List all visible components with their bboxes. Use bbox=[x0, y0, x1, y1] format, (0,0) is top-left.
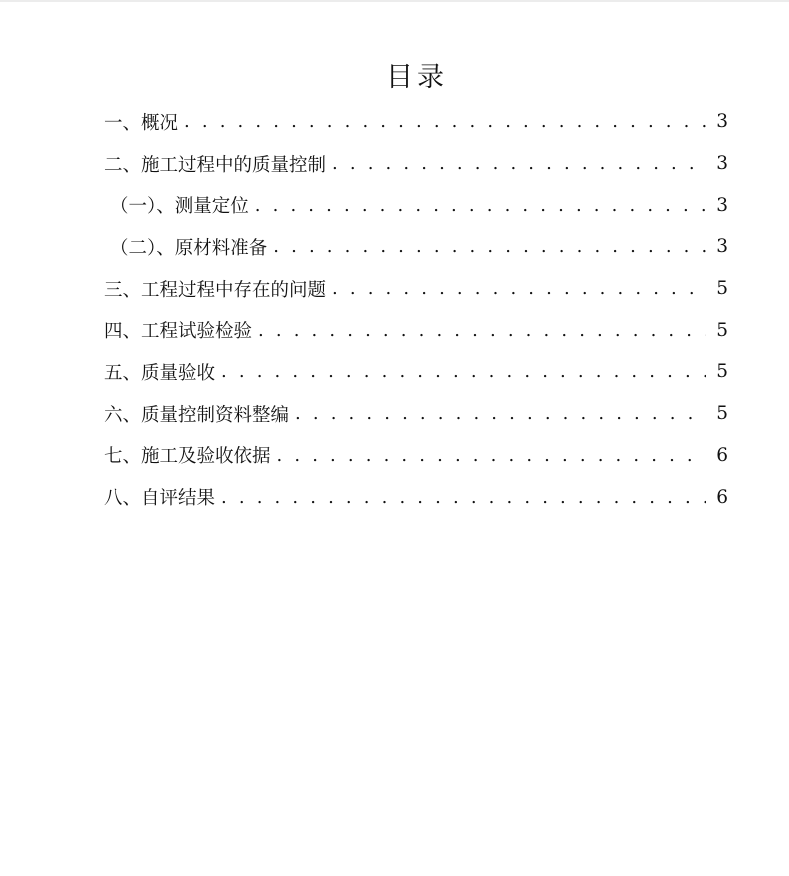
toc-page-number: 5 bbox=[716, 361, 728, 383]
toc-page-number: 5 bbox=[716, 278, 728, 300]
toc-page-number: 3 bbox=[716, 194, 728, 216]
toc-page-number: 3 bbox=[716, 153, 728, 175]
toc-entry[interactable] bbox=[104, 351, 728, 393]
dot-leader bbox=[332, 278, 706, 299]
toc-entry[interactable] bbox=[104, 101, 728, 143]
toc-entry[interactable] bbox=[104, 143, 728, 185]
toc-page-number: 3 bbox=[716, 111, 728, 133]
toc-entry[interactable] bbox=[104, 435, 728, 477]
toc-entry-label: 八、自评结果 bbox=[104, 488, 216, 510]
table-of-contents bbox=[104, 101, 728, 518]
toc-entry[interactable] bbox=[104, 268, 728, 310]
toc-entry-label: 五、质量验收 bbox=[104, 362, 216, 384]
toc-page-number: 6 bbox=[716, 444, 728, 466]
toc-entry-label: （二）、原材料准备 bbox=[110, 237, 268, 259]
toc-entry[interactable] bbox=[110, 226, 728, 268]
page-top-edge bbox=[0, 0, 789, 2]
toc-title: 目录 bbox=[386, 62, 448, 93]
toc-entry[interactable] bbox=[104, 309, 728, 351]
toc-entry-label: （一）、测量定位 bbox=[110, 196, 249, 218]
toc-page-number: 5 bbox=[716, 403, 728, 425]
dot-leader bbox=[277, 445, 706, 466]
dot-leader bbox=[255, 195, 706, 216]
dot-leader bbox=[221, 487, 706, 508]
toc-entry[interactable] bbox=[104, 393, 728, 435]
toc-entry-label: 四、工程试验检验 bbox=[104, 321, 253, 343]
toc-entry-label: 七、施工及验收依据 bbox=[104, 446, 271, 468]
toc-entry-label: 三、工程过程中存在的问题 bbox=[104, 279, 327, 301]
toc-entry[interactable] bbox=[110, 184, 728, 226]
dot-leader bbox=[221, 361, 706, 382]
toc-entry-label: 二、施工过程中的质量控制 bbox=[104, 154, 327, 176]
toc-page-number: 3 bbox=[716, 236, 728, 258]
dot-leader bbox=[295, 403, 706, 424]
dot-leader bbox=[273, 236, 706, 257]
toc-page-number: 6 bbox=[716, 486, 728, 508]
dot-leader bbox=[258, 320, 706, 341]
toc-entry-label: 一、概况 bbox=[104, 112, 179, 134]
toc-entry-label: 六、质量控制资料整编 bbox=[104, 404, 290, 426]
dot-leader bbox=[332, 153, 706, 174]
toc-entry[interactable] bbox=[104, 476, 728, 518]
dot-leader bbox=[184, 111, 706, 132]
toc-page-number: 5 bbox=[716, 319, 728, 341]
